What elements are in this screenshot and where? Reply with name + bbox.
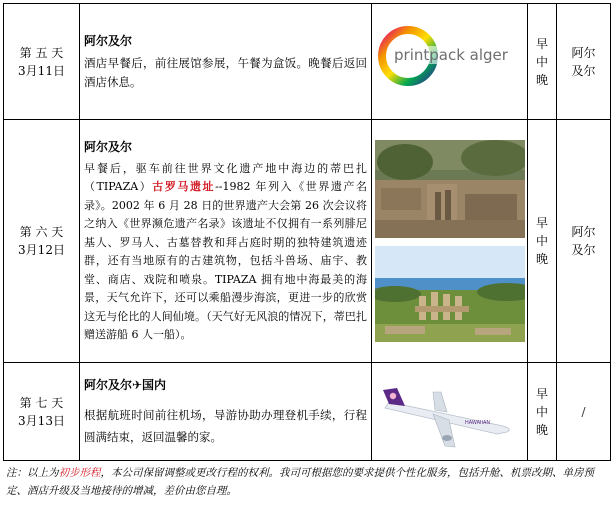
svg-text:HAWAIIAN: HAWAIIAN [465,419,491,426]
itinerary-row-day6 [4,120,611,363]
meals-cell [528,120,557,363]
logo-text: printpack alger [394,45,508,64]
description-cell [80,120,372,363]
day-cell [4,4,80,120]
day-description [84,160,367,345]
itinerary-table [3,3,611,461]
roman-ruins-photo-2 [375,246,525,342]
hotel-none: / [581,404,586,419]
day-cell [4,363,80,461]
day-label: 第 六 天 [19,225,64,239]
note-suffix: ，本公司保留调整或更改行程的权利。我司可根据您的要求提供个性化服务，包括升舱、机票改期、单房预定、酒店升级及当地接待的增减，差价由您自理。 [6,467,594,497]
date-label: 3月11日 [18,63,65,78]
note-highlight: 初步形程 [58,467,101,479]
image-cell [372,120,528,363]
day-description: 酒店早餐后，前往展馆参展，午餐为盒饭。晚餐后返回酒店休息。 [84,55,367,89]
hotel-line-2: 及尔 [571,63,596,78]
location-title: 阿尔及尔 [84,139,133,154]
date-label: 3月12日 [18,243,65,257]
description-part-2: --1982 年列入《世界遗产名录》。2002 年 6 月 28 日的世界遗产大会第 26 次会议将之纳入《世界濒危遗产名录》该遗址不仅拥有一系列腓尼基人、罗马人、古墓替教和拜占庭时期的独特建筑遗迹群，还有当地原有的古建筑物，包括斗兽场、庙宇、教堂、商店、戏院和喷泉。TIPAZA 拥有地中海最美的海景，天气允许下，还可以乘船漫步海滨，更进一步的欣赏这无与伦比的人间仙境。（天气好无风浪的情况下，蒂巴扎赠送游船 6 人一船）。 [84,180,367,341]
meal-dinner: 晚 [535,422,548,437]
hotel-cell [557,4,611,120]
roman-ruins-photo-1 [375,140,525,238]
highlight-site-name: 古罗马遗址 [152,180,216,193]
meal-breakfast: 早 [535,36,548,51]
day-label: 第 五 天 [19,45,64,60]
note-prefix: 注：以上为 [6,467,59,479]
location-title: 阿尔及尔 [84,33,133,48]
airplane-photo [375,368,525,456]
description-cell [80,4,372,120]
printpack-logo [374,12,526,112]
meal-breakfast: 早 [535,216,548,230]
itinerary-row-day5 [4,4,611,120]
meals-cell [528,363,557,461]
meal-lunch: 中 [535,404,548,419]
image-cell [372,4,528,120]
day-label: 第 七 天 [19,395,64,410]
hotel-line-1: 阿尔 [571,225,596,239]
day-description: 根据航班时间前往机场，导游协助办理登机手续，行程圆满结束，返回温馨的家。 [84,407,367,444]
meal-dinner: 晚 [535,252,548,266]
hotel-line-1: 阿尔 [571,45,596,60]
day-cell [4,120,80,363]
description-part-1: 早餐后，驱车前往世界文化遗产地中海边的蒂巴扎（TIPAZA） [84,161,367,193]
itinerary-table-frame [3,3,610,462]
hotel-cell [557,120,611,363]
date-label: 3月13日 [18,413,65,428]
location-title: 阿尔及尔✈国内 [84,377,167,392]
itinerary-row-day7 [4,363,611,461]
hotel-line-2: 及尔 [571,243,596,257]
hotel-cell [557,363,611,461]
meal-dinner: 晚 [535,72,548,87]
meals-cell [528,4,557,120]
meal-breakfast: 早 [535,386,548,401]
footnote [6,464,606,500]
description-cell [80,363,372,461]
meal-lunch: 中 [535,54,548,69]
meal-lunch: 中 [535,234,548,248]
image-cell [372,363,528,461]
